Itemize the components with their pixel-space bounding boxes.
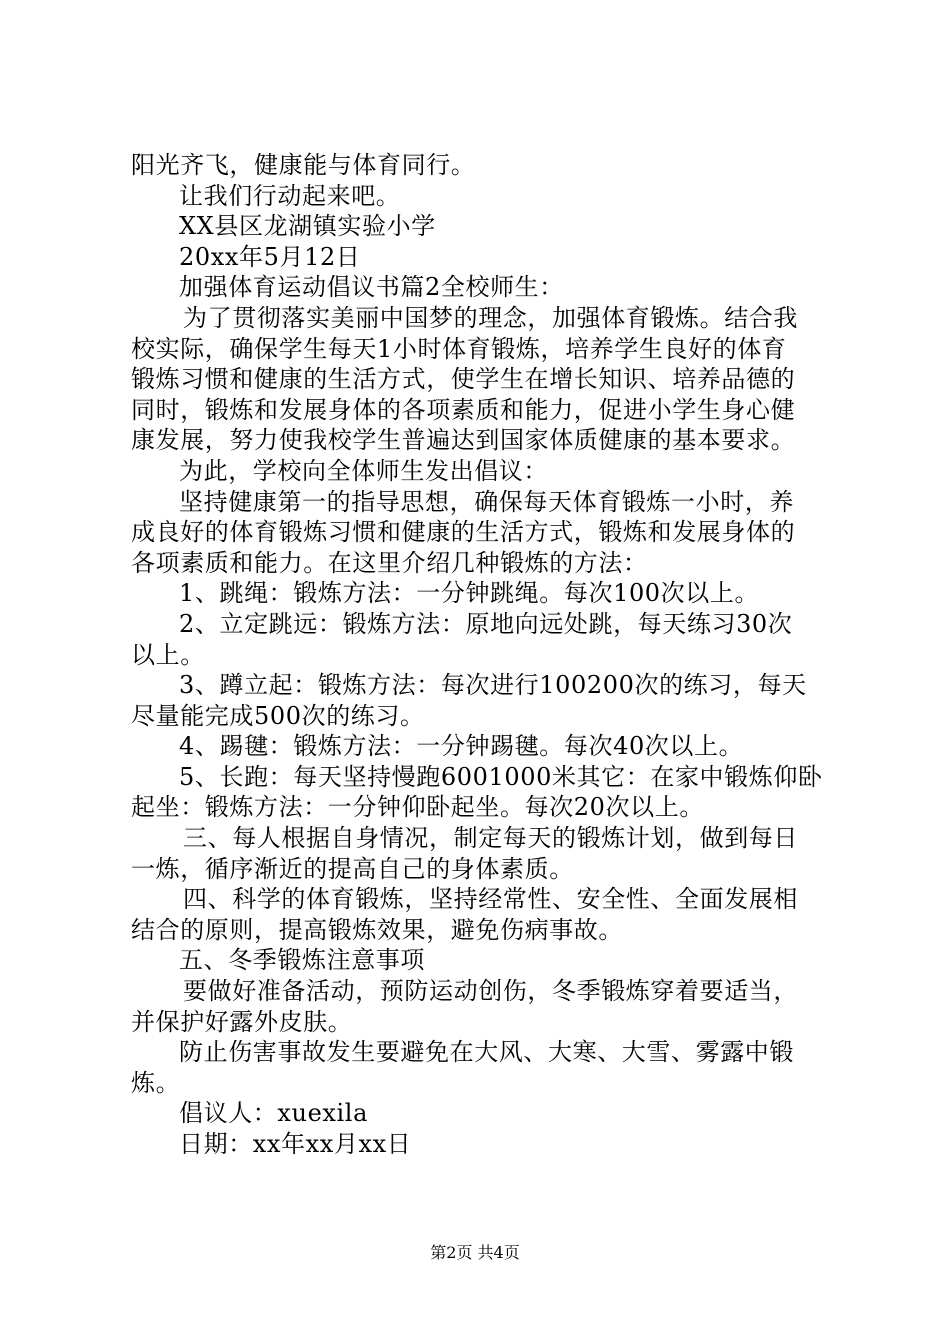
text-line: 四、科学的体育锻炼，坚持经常性、安全性、全面发展相: [183, 885, 798, 914]
text-line: 同时，锻炼和发展身体的各项素质和能力，促进小学生身心健: [131, 395, 796, 424]
date-line: 日期：xx年xx月xx日: [179, 1130, 412, 1158]
text-line: 20xx年5月12日: [179, 242, 361, 271]
list-item: 5、长跑：每天坚持慢跑6001000米其它：在家中锻炼仰卧: [179, 762, 823, 791]
text-line: 三、每人根据自身情况，制定每天的锻炼计划，做到每日: [183, 824, 798, 853]
list-item: 2、立定跳远：锻炼方法：原地向远处跳，每天练习30次: [179, 609, 793, 638]
text-line: 一炼，循序渐近的提高自己的身体素质。: [131, 854, 574, 883]
text-line: 让我们行动起来吧。: [179, 181, 401, 210]
text-line: 锻炼习惯和健康的生活方式，使学生在增长知识、培养品德的: [131, 365, 796, 394]
text-line: 各项素质和能力。在这里介绍几种锻炼的方法：: [131, 548, 648, 577]
text-line: 为此，学校向全体师生发出倡议：: [179, 456, 548, 485]
section-heading: 五、冬季锻炼注意事项: [179, 946, 425, 975]
text-line: 并保护好露外皮肤。: [131, 1007, 353, 1036]
text-line: 校实际，确保学生每天1小时体育锻炼，培养学生良好的体育: [131, 334, 787, 363]
list-item: 4、踢毽：锻炼方法：一分钟踢毽。每次40次以上。: [179, 732, 744, 761]
text-line: 康发展，努力使我校学生普遍达到国家体质健康的基本要求。: [131, 426, 796, 455]
text-line: 为了贯彻落实美丽中国梦的理念，加强体育锻炼。结合我: [183, 303, 798, 332]
text-line: 成良好的体育锻炼习惯和健康的生活方式，锻炼和发展身体的: [131, 518, 796, 547]
text-line: 坚持健康第一的指导思想，确保每天体育锻炼一小时，养: [179, 487, 794, 516]
text-line: 防止伤害事故发生要避免在大风、大寒、大雪、雾露中锻: [179, 1038, 794, 1067]
text-line: XX县区龙湖镇实验小学: [179, 212, 436, 241]
signature-line: 倡议人：xuexila: [179, 1099, 368, 1128]
text-line: 炼。: [131, 1068, 181, 1097]
document-body: [131, 150, 831, 1160]
text-line: 起坐：锻炼方法：一分钟仰卧起坐。每次20次以上。: [131, 793, 704, 822]
page-indicator: 第2页 共4页: [430, 1243, 520, 1262]
list-item: 1、跳绳：锻炼方法：一分钟跳绳。每次100次以上。: [179, 579, 760, 608]
text-line: 要做好准备活动，预防运动创伤，冬季锻炼穿着要适当，: [183, 977, 798, 1006]
text-line: 结合的原则，提高锻炼效果，避免伤病事故。: [131, 915, 623, 944]
text-line: 阳光齐飞，健康能与体育同行。: [131, 151, 476, 179]
list-item: 3、蹲立起：锻炼方法：每次进行100200次的练习，每天: [179, 671, 807, 700]
text-line: 以上。: [131, 640, 205, 669]
text-line: 尽量能完成500次的练习。: [131, 701, 425, 730]
text-line: 加强体育运动倡议书篇2全校师生：: [179, 273, 564, 302]
